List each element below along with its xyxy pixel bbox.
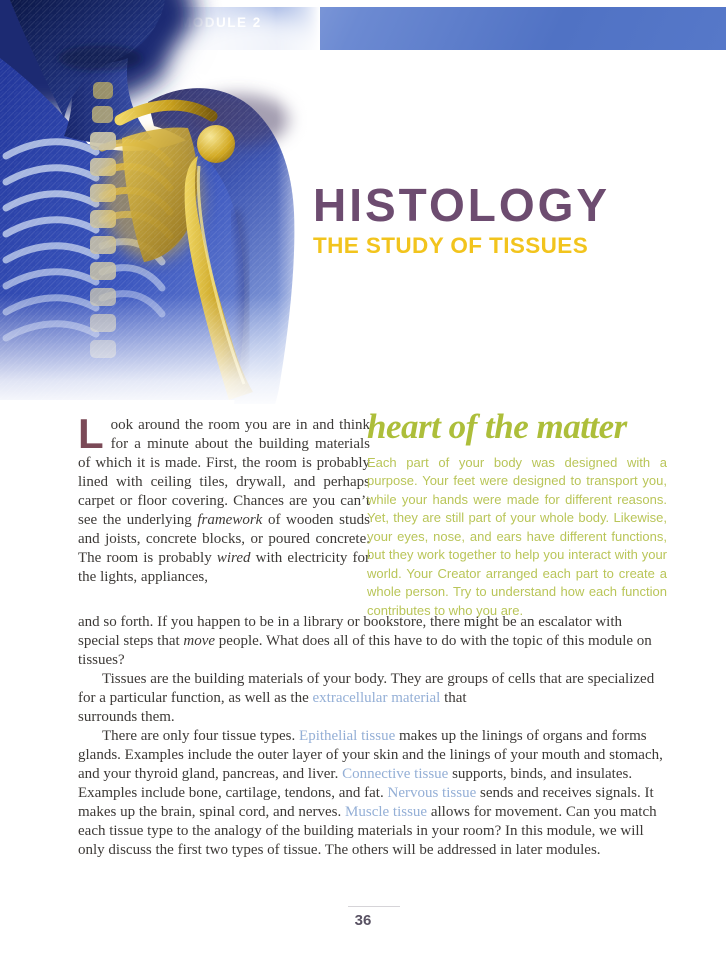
text-segment: Tissues are the building materials of your body. They are groups of cells that are specialized for a particular function, as well as the <box>78 671 655 706</box>
text-segment: people. What does all of this have to do with the topic of this module on tissues? <box>78 633 652 668</box>
page-number: 36 <box>354 912 372 929</box>
text-segment: and so forth. If you happen to be in a library or bookstore, there might be an escalator with special steps that <box>78 614 623 649</box>
text-segment: that <box>440 690 467 706</box>
key-term: extracellular material <box>312 690 441 706</box>
title-block <box>313 179 713 259</box>
text-segment: framework <box>197 512 263 528</box>
text-segment: surrounds them. <box>78 709 175 725</box>
text-segment: with electricity for the lights, appliances, <box>78 550 371 585</box>
body-paragraph-3 <box>78 727 663 860</box>
text-segment: makes up the linings of organs and forms glands. Examples include the outer layer of your skin and the linings of your mouth and stomach, and your thyroid gland, pancreas, and liver. <box>78 728 663 782</box>
intro-paragraph <box>78 410 371 587</box>
text-segment: of wooden studs and joists, concrete blocks, or poured concrete. The room is probably <box>78 512 371 566</box>
body-paragraph-1 <box>78 613 663 670</box>
text-segment: There are only four tissue types. <box>102 728 300 744</box>
body-paragraph-2 <box>78 670 663 727</box>
key-term: Muscle tissue <box>345 804 428 820</box>
heart-body: Each part of your body was designed with a purpose. Your feet were designed to transport you, while your hands were made for different reasons. Yet, they are still part of your whole body. Likewise, your eyes, nose, and ears have different functions, but they work together to help you interact with your world. Your Creator arranged each part to create a whole person. Try to understand how each function contributes to who you are. <box>367 454 667 618</box>
text-segment: allows for movement. Can you match each tissue type to the analogy of the building materials in your room? In this module, we will only discuss the first two types of tissue. The others will be addressed in later modules. <box>78 804 657 858</box>
key-term: Connective tissue <box>342 766 449 782</box>
key-term: Epithelial tissue <box>299 728 396 744</box>
text-segment: ook around the room you are in and think for a minute about the building materials of which it is made. First, the room is probably lined with ceiling tiles, drywall, and perhaps carpet or floor covering. Chances are you can’t see the underlying <box>78 417 370 528</box>
footer-rule <box>348 906 400 907</box>
key-term: Nervous tissue <box>387 785 477 801</box>
page-title: HISTOLOGY <box>313 179 611 231</box>
hero-figure <box>0 0 320 410</box>
heart-heading: heart of the matter <box>367 407 627 446</box>
text-segment: move <box>183 633 216 649</box>
text-segment: supports, binds, and insulates. Examples include bone, cartilage, tendons, and fat. <box>78 766 633 801</box>
text-segment: sends and receives signals. It makes up the brain, spinal cord, and nerves. <box>78 785 654 820</box>
text-segment: wired <box>216 550 251 566</box>
body-text <box>78 613 663 860</box>
heart-of-the-matter-box <box>367 408 667 620</box>
drop-cap: L <box>78 410 104 457</box>
page-subtitle: THE STUDY OF TISSUES <box>313 233 589 258</box>
fade-bottom <box>0 295 320 410</box>
intro-text <box>78 410 371 585</box>
